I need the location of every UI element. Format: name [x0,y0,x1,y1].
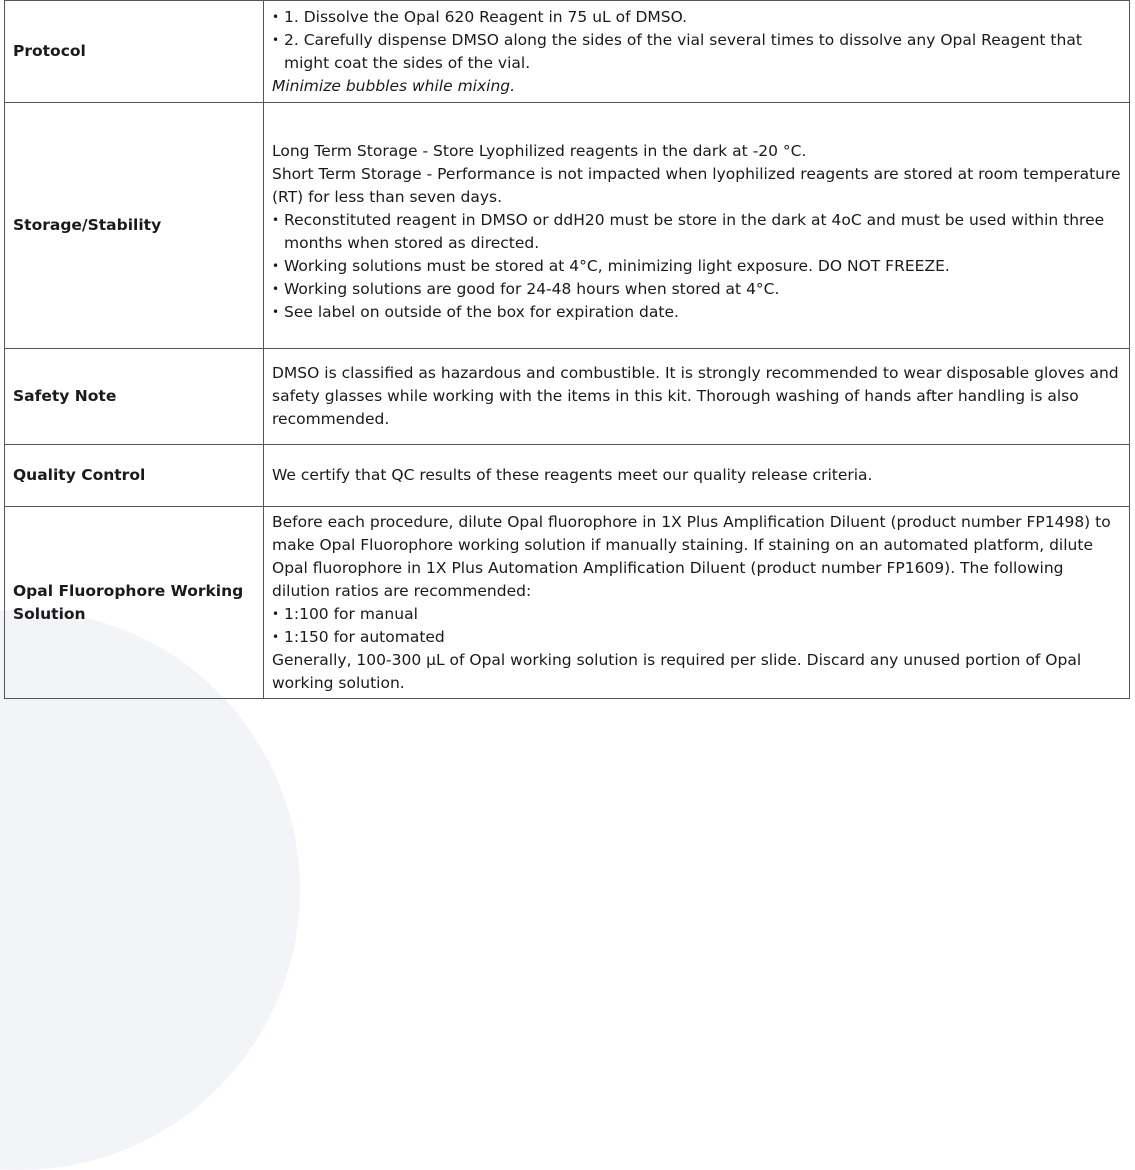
row-content [264,1,1130,103]
product-spec-table [4,0,1130,699]
row-label: Storage/Stability [5,103,264,349]
list-item: • 2. Carefully dispense DMSO along the sides of the vial several times to dissolve any Opal Reagent that might coat the sides of the vial. [272,29,1121,75]
paragraph: Short Term Storage - Performance is not impacted when lyophilized reagents are stored at room temperature (RT) for less than seven days. [272,164,1121,206]
list-item: • Working solutions are good for 24-48 hours when stored at 4°C. [272,278,1121,301]
row-label: Quality Control [5,445,264,507]
table-row-protocol [5,1,1130,103]
list-item: • Reconstituted reagent in DMSO or ddH20 must be store in the dark at 4oC and must be used within three months when stored as directed. [272,209,1121,255]
row-label: Safety Note [5,349,264,445]
paragraph: Generally, 100-300 µL of Opal working solution is required per slide. Discard any unused portion of Opal working solution. [272,650,1082,692]
list-item: • 1:100 for manual [272,603,1121,626]
paragraph: DMSO is classified as hazardous and combustible. It is strongly recommended to wear disposable gloves and safety glasses while working with the items in this kit. Thorough washing of hands after handling is also recommended. [272,364,1119,428]
table-row-storage [5,103,1130,349]
list-item: • 1:150 for automated [272,626,1121,649]
row-label: Protocol [5,1,264,103]
table-row-safety [5,349,1130,445]
note-text: Minimize bubbles while mixing. [272,76,516,95]
paragraph: We certify that QC results of these reagents meet our quality release criteria. [272,466,873,484]
row-content [264,507,1130,699]
row-content [264,349,1130,445]
paragraph: Long Term Storage - Store Lyophilized reagents in the dark at -20 °C. [272,141,807,160]
table-row-working-solution [5,507,1130,699]
row-content [264,103,1130,349]
list-item: • Working solutions must be stored at 4°C, minimizing light exposure. DO NOT FREEZE. [272,255,1121,278]
row-label: Opal Fluorophore Working Solution [5,507,264,699]
list-item: • 1. Dissolve the Opal 620 Reagent in 75 uL of DMSO. [272,6,1121,29]
paragraph: Before each procedure, dilute Opal fluorophore in 1X Plus Amplification Diluent (product number FP1498) to make Opal Fluorophore working solution if manually staining. If staining on an automated platform, dilute Opal fluorophore in 1X Plus Automation Amplification Diluent (product number FP1609). The following dilution ratios are recommended: [272,512,1111,600]
list-item: • See label on outside of the box for expiration date. [272,301,1121,324]
row-content [264,445,1130,507]
table-row-quality [5,445,1130,507]
